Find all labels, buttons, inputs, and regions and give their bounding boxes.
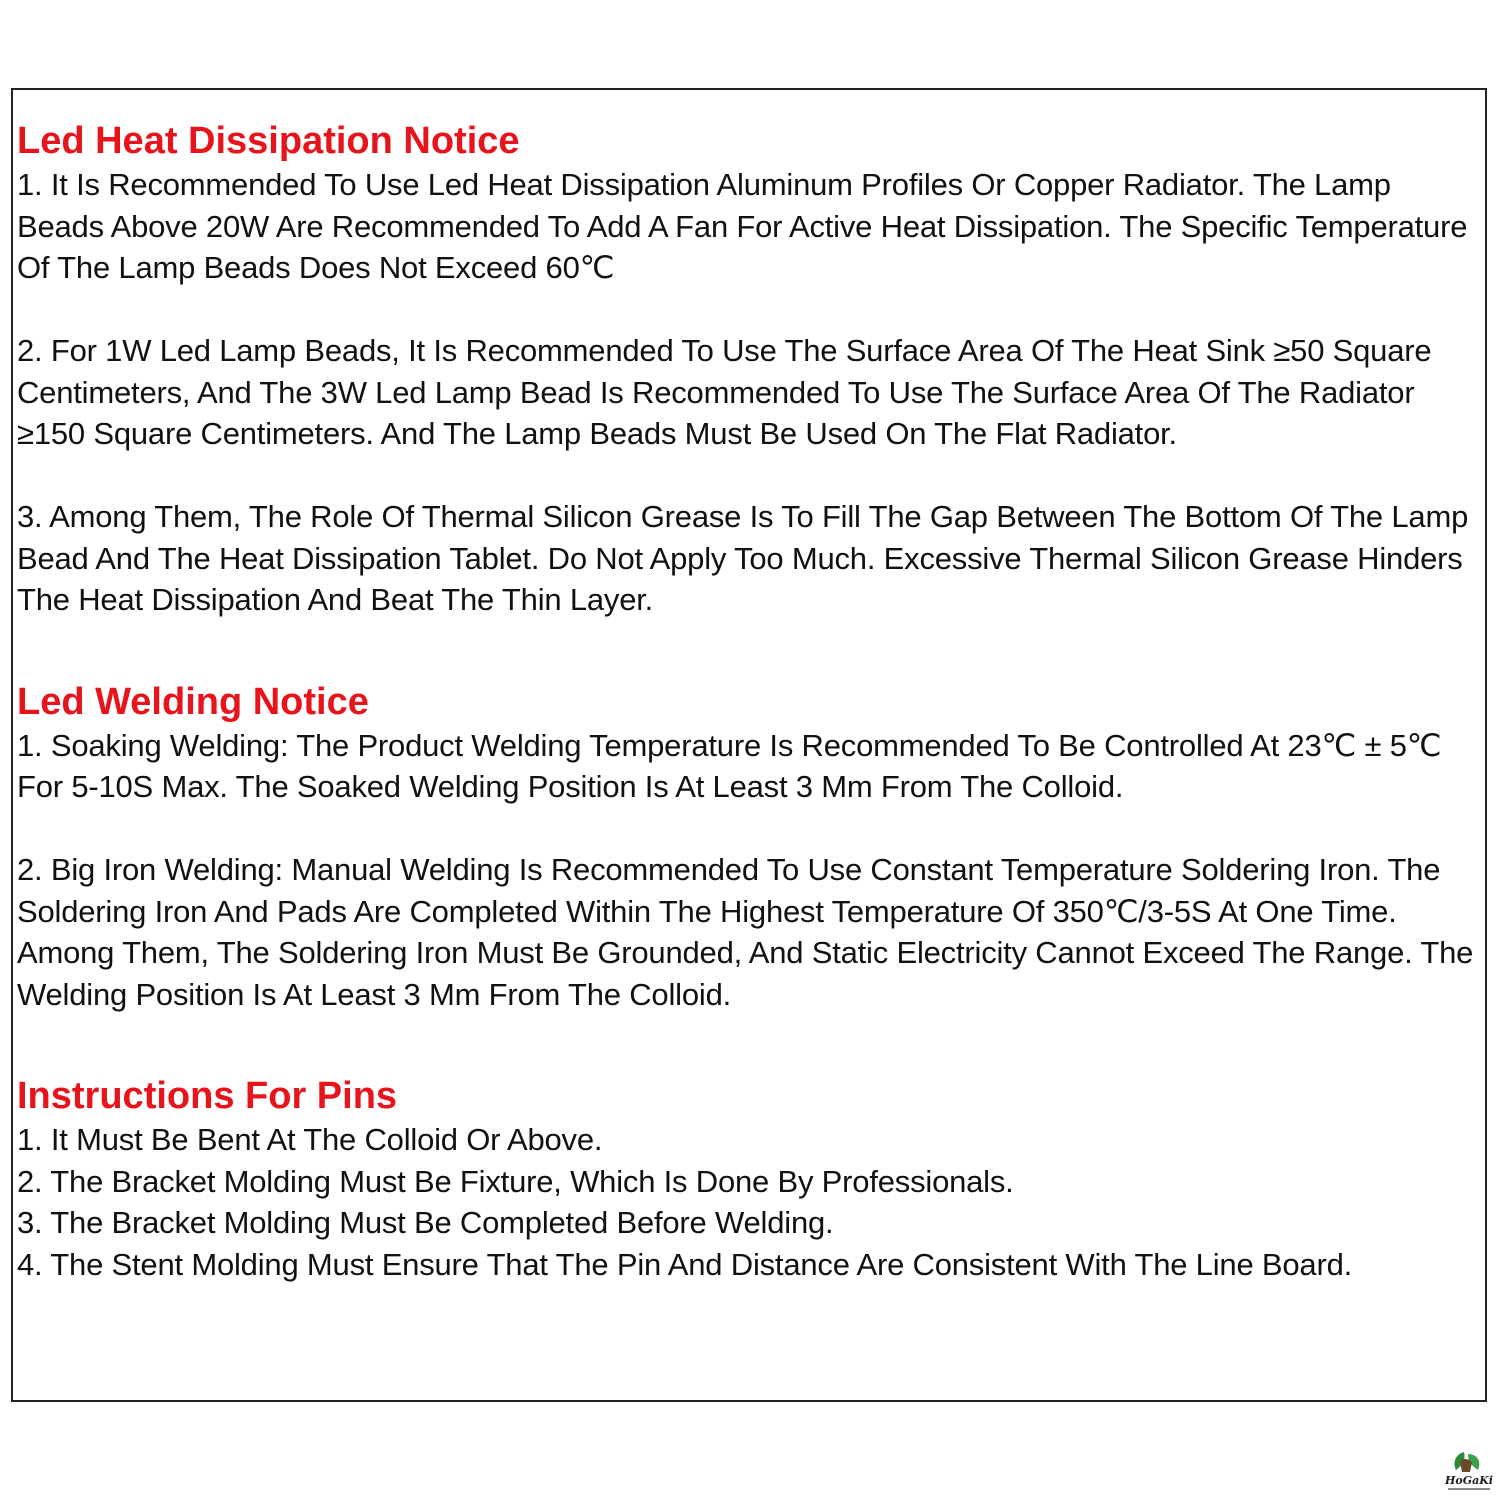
section-heading-pins: Instructions For Pins	[17, 1075, 398, 1117]
section-heading-heat-dissipation: Led Heat Dissipation Notice	[17, 120, 520, 162]
spacer	[17, 621, 1483, 679]
welding-paragraph-2: 2. Big Iron Welding: Manual Welding Is Recommended To Use Constant Temperature Soldering Iron. The Soldering Iron And Pads Are Completed Within The Highest Temperature Of 350℃/3-5S At One Time. Among Them, The Soldering Iron Must Be Grounded, And Static Electricity Cannot Exceed The Range. The Welding Position Is At Least 3 Mm From The Colloid.	[17, 852, 1474, 1012]
list-item: 1. It Must Be Bent At The Colloid Or Above.	[17, 1122, 603, 1157]
heat-paragraph-2: 2. For 1W Led Lamp Beads, It Is Recommended To Use The Surface Area Of The Heat Sink ≥50 Square Centimeters, And The 3W Led Lamp Bead Is Recommended To Use The Surface Area Of The Radiator ≥150 Square Centimeters. And The Lamp Beads Must Be Used On The Flat Radiator.	[17, 333, 1432, 451]
welding-paragraph-1: 1. Soaking Welding: The Product Welding Temperature Is Recommended To Be Controlled At 23℃ ± 5℃ For 5-10S Max. The Soaked Welding Position Is At Least 3 Mm From The Colloid.	[17, 727, 1442, 804]
heat-paragraph-1: 1. It Is Recommended To Use Led Heat Dissipation Aluminum Profiles Or Copper Radiator. The Lamp Beads Above 20W Are Recommended To Add A Fan For Active Heat Dissipation. The Specific Temperature Of The Lamp Beads Does Not Exceed 60℃	[17, 167, 1468, 285]
leaf-logo-icon	[1442, 1448, 1496, 1494]
list-item: 2. The Bracket Molding Must Be Fixture, Which Is Done By Professionals.	[17, 1163, 1014, 1199]
pins-instruction-list	[17, 1119, 1483, 1285]
brand-logo	[1442, 1448, 1496, 1494]
heat-paragraph-3: 3. Among Them, The Role Of Thermal Silicon Grease Is To Fill The Gap Between The Bottom Of The Lamp Bead And The Heat Dissipation Tablet. Do Not Apply Too Much. Excessive Thermal Silicon Grease Hinders The Heat Dissipation And Beat The Thin Layer.	[17, 499, 1469, 617]
section-heading-welding: Led Welding Notice	[17, 680, 369, 723]
logo-text: HoGaKi	[1445, 1474, 1493, 1487]
spacer	[17, 455, 1483, 497]
notice-content	[17, 118, 1483, 1285]
list-item: 4. The Stent Molding Must Ensure That The Pin And Distance Are Consistent With The Line Board.	[17, 1246, 1353, 1282]
spacer	[17, 1015, 1483, 1073]
spacer	[17, 289, 1483, 331]
spacer	[17, 808, 1483, 850]
list-item: 3. The Bracket Molding Must Be Completed Before Welding.	[17, 1205, 834, 1240]
